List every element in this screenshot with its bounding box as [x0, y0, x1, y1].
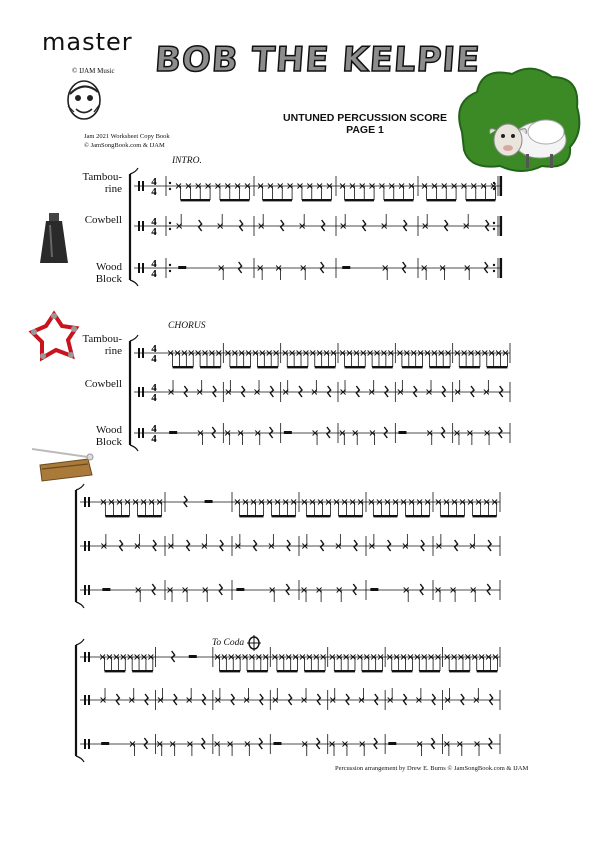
time-signature: 4 — [151, 186, 157, 198]
percussion-clef — [142, 181, 144, 191]
quarter-rest — [321, 540, 324, 551]
note-beam — [263, 199, 293, 201]
half-rest — [101, 742, 109, 745]
percussion-clef — [84, 652, 86, 662]
note-beam — [132, 670, 153, 672]
time-signature: 4 — [151, 353, 157, 365]
quarter-rest — [488, 540, 491, 551]
quarter-rest — [432, 738, 435, 749]
quarter-rest — [432, 694, 435, 705]
quarter-rest — [187, 540, 190, 551]
percussion-clef — [142, 348, 144, 358]
note-beam — [466, 199, 496, 201]
quarter-rest — [239, 262, 242, 273]
note-beam — [373, 515, 397, 517]
quarter-rest — [240, 220, 243, 231]
percussion-clef — [84, 541, 86, 551]
half-rest — [273, 742, 281, 745]
percussion-clef — [138, 428, 140, 438]
repeat-dot — [169, 222, 171, 224]
percussion-clef — [88, 652, 90, 662]
note-beam — [257, 366, 278, 368]
repeat-dot — [169, 270, 171, 272]
quarter-rest — [421, 540, 424, 551]
quarter-rest — [212, 427, 215, 438]
rehearsal-mark-intro: INTRO. — [172, 156, 202, 166]
note-beam — [345, 199, 375, 201]
percussion-clef — [138, 181, 140, 191]
time-signature: 4 — [151, 433, 157, 445]
quarter-rest — [403, 262, 406, 273]
note-beam — [138, 515, 162, 517]
quarter-rest — [317, 694, 320, 705]
quarter-rest — [363, 220, 366, 231]
edition-label: master — [42, 28, 133, 56]
quarter-rest — [184, 496, 187, 507]
percussion-clef — [84, 497, 86, 507]
system-bracket — [130, 445, 138, 451]
quarter-rest — [219, 584, 222, 595]
percussion-clef — [84, 695, 86, 705]
quarter-rest — [116, 694, 119, 705]
note-beam — [362, 670, 383, 672]
half-rest — [205, 500, 213, 503]
quarter-rest — [485, 262, 488, 273]
note-beam — [220, 199, 250, 201]
quarter-rest — [353, 584, 356, 595]
quarter-rest — [487, 584, 490, 595]
time-signature: 4 — [151, 258, 157, 270]
note-beam — [345, 366, 366, 368]
percussion-clef — [142, 428, 144, 438]
quarter-rest — [153, 540, 156, 551]
quarter-rest — [489, 738, 492, 749]
quarter-rest — [404, 694, 407, 705]
percussion-clef — [88, 695, 90, 705]
quarter-rest — [455, 540, 458, 551]
repeat-dot — [493, 264, 495, 266]
note-beam — [440, 515, 464, 517]
note-beam — [427, 199, 457, 201]
percussion-clef — [88, 541, 90, 551]
quarter-rest — [442, 427, 445, 438]
repeat-dot — [169, 188, 171, 190]
quarter-rest — [242, 386, 245, 397]
note-beam — [287, 366, 308, 368]
quarter-rest — [385, 386, 388, 397]
system-bracket — [76, 639, 84, 645]
note-beam — [402, 366, 423, 368]
score-title-line-1: UNTUNED PERCUSSION SCORE — [283, 112, 447, 124]
note-beam — [247, 670, 268, 672]
repeat-dot — [169, 264, 171, 266]
repeat-dot — [493, 270, 495, 272]
label-line: rine — [104, 345, 122, 357]
score-title-line-2: PAGE 1 — [346, 124, 384, 136]
quarter-rest — [172, 651, 175, 662]
time-signature: 4 — [151, 268, 157, 280]
label-line: Wood — [95, 261, 122, 273]
quarter-rest — [346, 694, 349, 705]
note-beam — [272, 515, 296, 517]
note-beam — [277, 670, 298, 672]
quarter-rest — [287, 540, 290, 551]
repeat-dot — [169, 182, 171, 184]
repeat-dot — [169, 228, 171, 230]
quarter-rest — [254, 540, 257, 551]
note-beam — [392, 670, 413, 672]
quarter-rest — [174, 694, 177, 705]
quarter-rest — [486, 220, 489, 231]
note-beam — [181, 199, 211, 201]
note-beam — [473, 515, 497, 517]
quarter-rest — [374, 738, 377, 749]
quarter-rest — [384, 427, 387, 438]
quarter-rest — [461, 694, 464, 705]
half-rest — [189, 655, 197, 658]
note-beam — [304, 670, 325, 672]
quarter-rest — [281, 220, 284, 231]
percussion-clef — [138, 387, 140, 397]
quarter-rest — [299, 386, 302, 397]
note-beam — [173, 366, 194, 368]
quarter-rest — [270, 427, 273, 438]
system-bracket — [76, 756, 84, 762]
note-beam — [239, 515, 263, 517]
percussion-clef — [88, 585, 90, 595]
song-title: BOB THE KELPIE — [153, 40, 482, 80]
percussion-clef — [88, 739, 90, 749]
quarter-rest — [144, 738, 147, 749]
note-beam — [429, 366, 450, 368]
half-rest — [388, 742, 396, 745]
system-bracket — [76, 602, 84, 608]
source-line-1: Jam 2021 Worksheet Copy Book — [84, 133, 170, 140]
quarter-rest — [213, 386, 216, 397]
rehearsal-mark-chorus: CHORUS — [168, 321, 206, 331]
percussion-clef — [88, 497, 90, 507]
note-beam — [315, 366, 336, 368]
repeat-dot — [493, 188, 495, 190]
half-rest — [342, 266, 350, 269]
percussion-clef — [142, 387, 144, 397]
quarter-rest — [289, 694, 292, 705]
repeat-dot — [493, 182, 495, 184]
note-beam — [459, 366, 480, 368]
note-beam — [105, 670, 126, 672]
note-beam — [449, 670, 470, 672]
half-rest — [178, 266, 186, 269]
percussion-clef — [138, 263, 140, 273]
quarter-rest — [286, 584, 289, 595]
percussion-clef — [142, 263, 144, 273]
note-beam — [406, 515, 430, 517]
note-beam — [384, 199, 414, 201]
time-signature: 4 — [151, 423, 157, 435]
quarter-rest — [270, 386, 273, 397]
quarter-rest — [499, 427, 502, 438]
half-rest — [370, 588, 378, 591]
label-line: Cowbell — [84, 214, 122, 226]
note-beam — [200, 366, 221, 368]
source-line-2: © JamSongBook.com & IJAM — [84, 142, 165, 149]
note-beam — [419, 670, 440, 672]
label-line: rine — [104, 183, 122, 195]
label-line: Block — [95, 273, 122, 285]
note-beam — [105, 515, 129, 517]
quarter-rest — [220, 540, 223, 551]
system-bracket — [130, 280, 138, 286]
system-bracket — [76, 484, 84, 490]
quarter-rest — [203, 694, 206, 705]
percussion-clef — [84, 585, 86, 595]
label-line: Cowbell — [84, 378, 122, 390]
time-signature: 4 — [151, 176, 157, 188]
half-rest — [102, 588, 110, 591]
arrangement-credit: Percussion arrangement by Drew E. Burns © JamSongBook.com & IJAM — [335, 765, 529, 772]
percussion-clef — [138, 221, 140, 231]
quarter-rest — [375, 694, 378, 705]
note-beam — [477, 670, 498, 672]
quarter-rest — [356, 386, 359, 397]
label-line: Tambou- — [82, 333, 122, 345]
quarter-rest — [445, 220, 448, 231]
percussion-clef — [142, 221, 144, 231]
quarter-rest — [199, 220, 202, 231]
quarter-rest — [420, 584, 423, 595]
quarter-rest — [120, 540, 123, 551]
label-line: Wood — [95, 424, 122, 436]
system-bracket — [130, 168, 138, 174]
quarter-rest — [184, 386, 187, 397]
system-bracket — [130, 335, 138, 341]
quarter-rest — [259, 738, 262, 749]
label-line: Tambou- — [82, 171, 122, 183]
repeat-dot — [493, 222, 495, 224]
note-beam — [487, 366, 508, 368]
copyright-top: © IJAM Music — [72, 67, 115, 75]
quarter-rest — [202, 738, 205, 749]
quarter-rest — [471, 386, 474, 397]
half-rest — [169, 431, 177, 434]
time-signature: 4 — [151, 343, 157, 355]
quarter-rest — [322, 220, 325, 231]
note-beam — [372, 366, 393, 368]
label-line: Block — [95, 436, 122, 448]
half-rest — [236, 588, 244, 591]
half-rest — [284, 431, 292, 434]
quarter-rest — [145, 694, 148, 705]
quarter-rest — [354, 540, 357, 551]
quarter-rest — [414, 386, 417, 397]
note-beam — [302, 199, 332, 201]
quarter-rest — [404, 220, 407, 231]
note-beam — [334, 670, 355, 672]
note-beam — [219, 670, 240, 672]
quarter-rest — [260, 694, 263, 705]
time-signature: 4 — [151, 226, 157, 238]
half-rest — [399, 431, 407, 434]
quarter-rest — [328, 386, 331, 397]
quarter-rest — [327, 427, 330, 438]
quarter-rest — [152, 584, 155, 595]
quarter-rest — [321, 262, 324, 273]
time-signature: 4 — [151, 382, 157, 394]
time-signature: 4 — [151, 216, 157, 228]
quarter-rest — [317, 738, 320, 749]
time-signature: 4 — [151, 392, 157, 404]
rehearsal-mark-to-coda: To Coda — [212, 638, 245, 648]
quarter-rest — [442, 386, 445, 397]
percussion-clef — [84, 739, 86, 749]
quarter-rest — [500, 386, 503, 397]
quarter-rest — [490, 694, 493, 705]
quarter-rest — [388, 540, 391, 551]
note-beam — [306, 515, 330, 517]
note-beam — [230, 366, 251, 368]
repeat-dot — [493, 228, 495, 230]
quarter-rest — [231, 694, 234, 705]
note-beam — [339, 515, 363, 517]
percussion-clef — [138, 348, 140, 358]
